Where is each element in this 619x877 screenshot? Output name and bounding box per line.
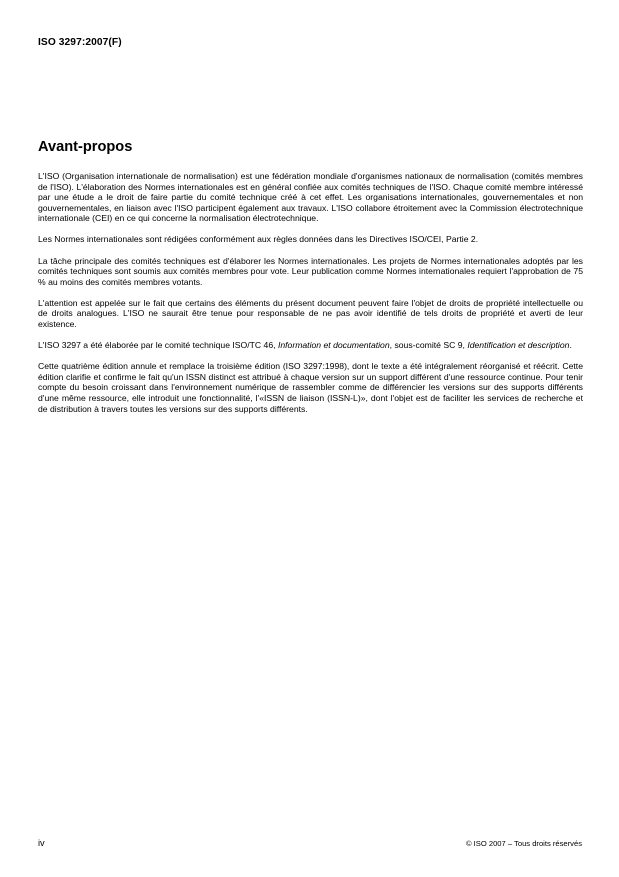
paragraph-text: , sous-comité SC 9, [389,340,468,351]
paragraph-patent-rights [38,298,583,330]
paragraph-prepared-by [38,340,583,351]
body-text [38,171,583,425]
paragraph-text: Cette quatrième édition annule et remplace la troisième édition (ISO 3297:1998), dont le texte a été intégralement réorganisé et réécrit. Cette édition clarifie et confirme le fait qu'un ISSN distinct est attribué à chaque version sur un support différent d'une ressource continue. Pour tenir compte du besoin croissant dans l'environnement numérique de rassembler comme de différencier les versions sur des supports différents d'une même ressource, elle introduit une fonctionnalité, l'«ISSN de liaison (ISSN-L)», dont l'objet est de faciliter les services de recherche et de distribution à travers toutes les versions sur des supports différents. [38,361,583,414]
paragraph-text: L'ISO (Organisation internationale de normalisation) est une fédération mondiale d'organismes nationaux de normalisation (comités membres de l'ISO). L'élaboration des Normes internationales est en général confiée aux comités techniques de l'ISO. Chaque comité membre intéressé par une étude a le droit de faire partie du comité technique créé à cet effet. Les organisations internationales, gouvernementales et non gouvernementales, en liaison avec l'ISO participent également aux travaux. L'ISO collabore étroitement avec la Commission électrotechnique internationale (CEI) en ce qui concerne la normalisation électrotechnique. [38,171,583,224]
paragraph-technical-committees [38,256,583,288]
paragraph-text: La tâche principale des comités techniques est d'élaborer les Normes internationales. Les projets de Normes internationales adoptés par les comités techniques sont soumis aux comités membres pour vote. Leur publication comme Normes internationales requiert l'approbation de 75 % au moins des comités membres votants. [38,255,583,287]
section-title: Avant-propos [38,139,133,155]
document-header: ISO 3297:2007(F) [38,37,122,48]
committee-name: Information et documentation [277,340,390,351]
paragraph-text: . [569,340,572,351]
paragraph-edition-notes [38,361,583,414]
paragraph-directives [38,234,583,245]
subcommittee-name: Identification et description [467,340,570,351]
paragraph-text: L'ISO 3297 a été élaborée par le comité technique ISO/TC 46, [38,340,278,351]
copyright-notice: © ISO 2007 – Tous droits réservés [465,839,582,848]
page-number: iv [38,838,45,848]
paragraph-text: Les Normes internationales sont rédigées conformément aux règles données dans les Directives ISO/CEI, Partie 2. [38,234,479,245]
paragraph-intro-iso [38,171,583,224]
paragraph-text: L'attention est appelée sur le fait que certains des éléments du présent document peuvent faire l'objet de droits de propriété intellectuelle ou de droits analogues. L'ISO ne saurait être tenue pour responsable de ne pas avoir identifié de tels droits de propriété et averti de leur existence. [38,297,583,330]
